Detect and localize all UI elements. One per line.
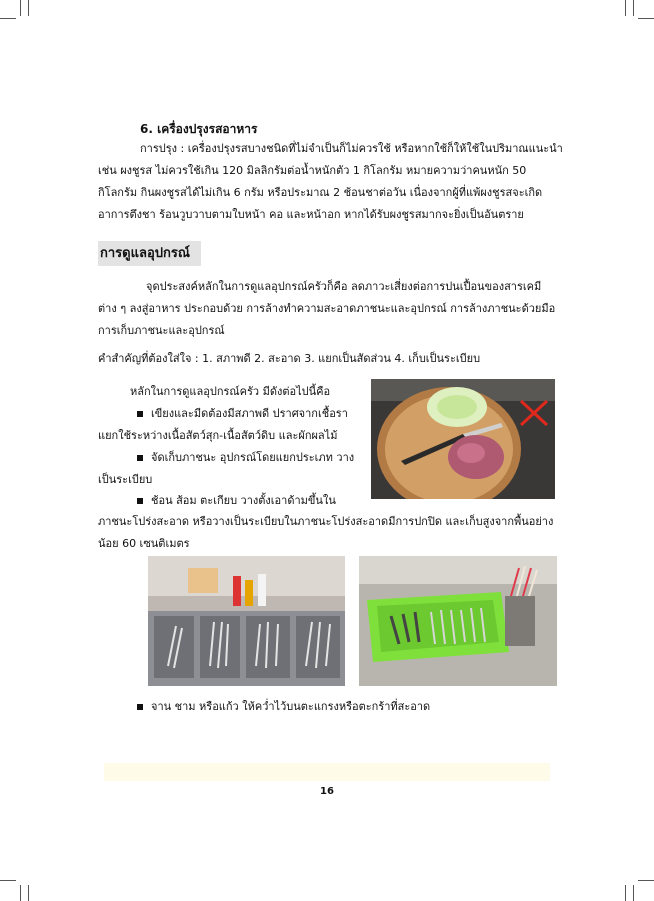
bullet-text: จาน ชาม หรือแก้ว ให้คว่ำไว้บนตะแกรงหรือตะกร้าที่สะอาด <box>151 700 431 713</box>
paragraph-line: อาการตึงชา ร้อนวูบวาบตามใบหน้า คอ และหน้าอก หากได้รับผงชูรสมากจะยิ่งเป็นอันตราย <box>98 208 524 221</box>
crop-mark <box>625 885 626 901</box>
bullet-text: เขียงและมีดต้องมีสภาพดี ปราศจากเชื้อรา <box>151 407 348 420</box>
section-heading: 6. เครื่องปรุงรสอาหาร <box>140 122 258 136</box>
cutlery-tray-photo <box>148 556 345 686</box>
paragraph-line: จุดประสงค์หลักในการดูแลอุปกรณ์ครัวก็คือ ลดภาวะเสี่ยงต่อการปนเปื้อนของสารเคมี <box>146 280 542 293</box>
paragraph-line: การเก็บภาชนะและอุปกรณ์ <box>98 324 225 337</box>
bullet-square-icon <box>137 455 143 461</box>
principles-intro: หลักในการดูแลอุปกรณ์ครัว มีดังต่อไปนี้คือ <box>130 385 331 398</box>
crop-mark <box>625 0 626 16</box>
crop-mark <box>20 0 21 16</box>
crop-mark <box>28 0 29 16</box>
bullet-item <box>137 490 336 512</box>
crop-mark <box>28 885 29 901</box>
bullet-item <box>137 403 348 425</box>
bullet-text: ช้อน ส้อม ตะเกียบ วางตั้งเอาด้ามขึ้นใน <box>151 494 336 507</box>
bullet-square-icon <box>137 704 143 710</box>
paragraph-line: เป็นระเบียบ <box>98 473 153 486</box>
bullet-square-icon <box>137 498 143 504</box>
section-title: การดูแลอุปกรณ์ <box>98 241 201 266</box>
paragraph-line: กิโลกรัม กินผงชูรสได้ไม่เกิน 6 กรัม หรือประมาณ 2 ช้อนชาต่อวัน เนื่องจากผู้ที่แพ้ผงชูรสจะเกิด <box>98 186 543 199</box>
crop-mark <box>638 880 654 881</box>
paragraph-line: แยกใช้ระหว่างเนื้อสัตว์สุก-เนื้อสัตว์ดิบ และผักผลไม้ <box>98 429 338 442</box>
page-number: 16 <box>320 786 334 797</box>
cutting-board-photo <box>371 379 555 499</box>
bullet-square-icon <box>137 411 143 417</box>
paragraph-line: น้อย 60 เซนติเมตร <box>98 537 190 550</box>
bullet-item <box>137 447 354 469</box>
crop-mark <box>633 0 634 16</box>
crop-mark <box>638 18 654 19</box>
green-basket-photo <box>359 556 557 686</box>
footer-band <box>104 763 550 781</box>
paragraph-line: ต่าง ๆ ลงสู่อาหาร ประกอบด้วย การล้างทำความสะอาดภาชนะและอุปกรณ์ การล้างภาชนะด้วยมือ <box>98 302 556 315</box>
crop-mark <box>0 880 16 881</box>
crop-mark <box>0 18 16 19</box>
paragraph-line: การปรุง : เครื่องปรุงรสบางชนิดที่ไม่จำเป็นก็ไม่ควรใช้ หรือหากใช้ก็ให้ใช้ในปริมาณแนะนำ <box>140 142 563 155</box>
bullet-text: จัดเก็บภาชนะ อุปกรณ์โดยแยกประเภท วาง <box>151 451 355 464</box>
bullet-item <box>137 696 430 718</box>
paragraph-line: เช่น ผงชูรส ไม่ควรใช้เกิน 120 มิลลิกรัมต่อน้ำหนักตัว 1 กิโลกรัม หมายความว่าคนหนัก 50 <box>98 164 527 177</box>
crop-mark <box>633 885 634 901</box>
keywords-line: คำสำคัญที่ต้องใส่ใจ : 1. สภาพดี 2. สะอาด 3. แยกเป็นสัดส่วน 4. เก็บเป็นระเบียบ <box>98 352 481 365</box>
crop-mark <box>20 885 21 901</box>
paragraph-line: ภาชนะโปร่งสะอาด หรือวางเป็นระเบียบในภาชนะโปร่งสะอาดมีการปกปิด และเก็บสูงจากพื้นอย่าง <box>98 515 554 528</box>
